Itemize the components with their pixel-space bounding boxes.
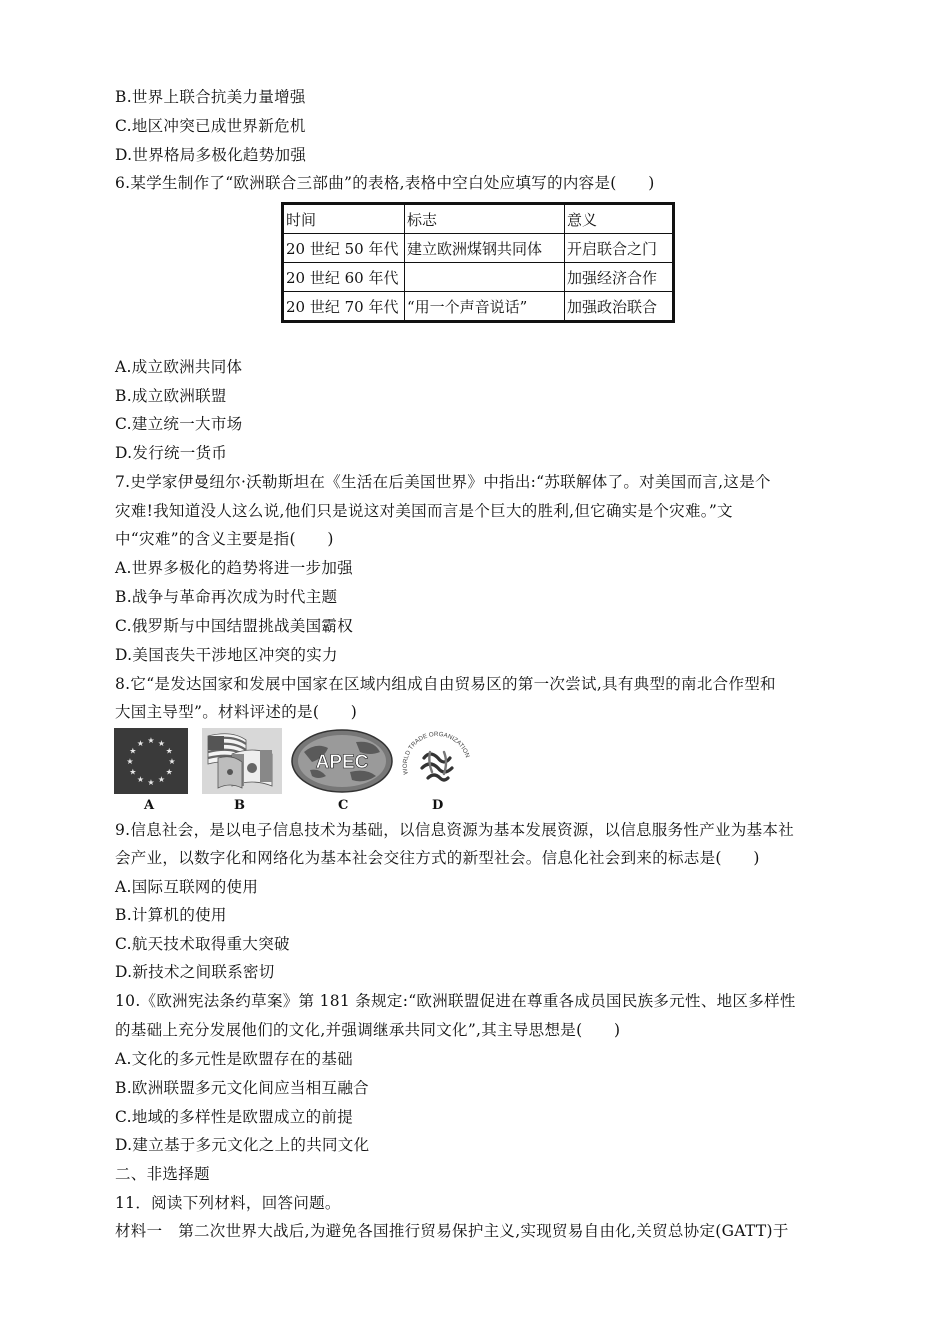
q7-stem-line1: 7.史学家伊曼纽尔·沃勒斯坦在《生活在后美国世界》中指出:“苏联解体了。对美国而言,这是个 [115, 473, 771, 491]
table-header-row [283, 204, 674, 234]
q6-option-a: A.成立欧洲共同体 [115, 358, 243, 376]
q10-option-c: C.地域的多样性是欧盟成立的前提 [115, 1108, 354, 1126]
q9-option-d: D.新技术之间联系密切 [115, 963, 275, 981]
nafta-flags-icon [202, 728, 282, 794]
logo-label-b: B [234, 798, 245, 813]
q11-stem: 11．阅读下列材料，回答问题。 [115, 1194, 341, 1212]
table-header-cell: 标志 [405, 204, 565, 234]
section-heading: 二、非选择题 [115, 1165, 210, 1183]
wto-emblem-icon [400, 728, 474, 794]
q7-option-c: C.俄罗斯与中国结盟挑战美国霸权 [115, 617, 354, 635]
q7-option-b: B.战争与革命再次成为时代主题 [115, 588, 338, 606]
table-cell: 加强政治联合 [565, 292, 674, 322]
q8-stem-line2: 大国主导型”。材料评述的是( ) [115, 703, 358, 721]
apec-text: APEC [315, 752, 369, 773]
table-cell: 建立欧洲煤钢共同体 [405, 234, 565, 263]
table-cell: 20 世纪 60 年代 [283, 263, 405, 292]
q6-stem: 6.某学生制作了“欧洲联合三部曲”的表格,表格中空白处应填写的内容是( ) [115, 174, 655, 192]
logo-label-a: A [144, 798, 155, 813]
table-row [283, 234, 674, 263]
eu-star-icon: ★ [147, 778, 155, 787]
q10-stem-line1: 10.《欧洲宪法条约草案》第 181 条规定:“欧洲联盟促进在尊重各成员国民族多元性、地区多样性 [115, 992, 796, 1010]
eu-star-icon: ★ [165, 767, 173, 777]
q8-logo-options [112, 728, 482, 812]
q8-stem-line1: 8.它“是发达国家和发展中国家在区域内组成自由贸易区的第一次尝试,具有典型的南北合作型和 [115, 675, 776, 693]
q6-option-d: D.发行统一货币 [115, 444, 228, 462]
table-blank-cell [405, 263, 565, 292]
q7-option-d: D.美国丧失干涉地区冲突的实力 [115, 646, 338, 664]
eu-star-icon: ★ [136, 775, 145, 785]
q6-option-c: C.建立统一大市场 [115, 415, 243, 433]
q9-option-b: B.计算机的使用 [115, 906, 227, 924]
europe-trilogy-table [281, 202, 675, 323]
q5-option-d: D.世界格局多极化趋势加强 [115, 146, 307, 164]
logo-label-d: D [432, 798, 444, 813]
wto-ring-text: WORLD TRADE ORGANIZATION [401, 730, 471, 775]
q7-option-a: A.世界多极化的趋势将进一步加强 [115, 559, 353, 577]
q10-option-a: A.文化的多元性是欧盟存在的基础 [115, 1050, 353, 1068]
eu-star-icon: ★ [147, 736, 155, 745]
q9-stem-line2: 会产业，以数字化和网络化为基本社会交往方式的新型社会。信息化社会到来的标志是( ) [115, 849, 760, 867]
q9-stem-line1: 9.信息社会，是以电子信息技术为基础，以信息资源为基本发展资源，以信息服务性产业为基本社 [115, 821, 794, 839]
eu-star-icon: ★ [168, 757, 176, 766]
eu-flag-icon [114, 728, 188, 794]
material-one-line: 材料一 第二次世界大战后,为避免各国推行贸易保护主义,实现贸易自由化,关贸总协定(GATT)于 [115, 1222, 789, 1240]
eu-star-icon: ★ [136, 738, 145, 748]
table-cell: 开启联合之门 [565, 234, 674, 263]
q6-option-b: B.成立欧洲联盟 [115, 387, 227, 405]
table-row [283, 292, 674, 322]
eu-star-icon: ★ [157, 738, 166, 748]
q7-stem-line2: 灾难!我知道没人这么说,他们只是说这对美国而言是个巨大的胜利,但它确实是个灾难。”文 [115, 502, 733, 520]
q7-stem-line3: 中“灾难”的含义主要是指( ) [115, 530, 334, 548]
eu-star-icon: ★ [129, 746, 137, 756]
table-cell: 20 世纪 50 年代 [283, 234, 405, 263]
q10-option-b: B.欧洲联盟多元文化间应当相互融合 [115, 1079, 369, 1097]
apec-globe-icon [290, 728, 394, 794]
q5-option-c: C.地区冲突已成世界新危机 [115, 117, 306, 135]
table-header-cell: 意义 [565, 204, 674, 234]
eu-star-icon: ★ [126, 757, 134, 766]
logo-label-c: C [338, 798, 349, 813]
q10-option-d: D.建立基于多元文化之上的共同文化 [115, 1136, 370, 1154]
q5-option-b: B.世界上联合抗美力量增强 [115, 88, 306, 106]
q10-stem-line2: 的基础上充分发展他们的文化,并强调继承共同文化”,其主导思想是( ) [115, 1021, 621, 1039]
q9-option-c: C.航天技术取得重大突破 [115, 935, 290, 953]
table-cell: 加强经济合作 [565, 263, 674, 292]
table-cell: 20 世纪 70 年代 [283, 292, 405, 322]
q9-option-a: A.国际互联网的使用 [115, 878, 259, 896]
table-row [283, 263, 674, 292]
eu-star-icon: ★ [157, 775, 166, 785]
eu-star-icon: ★ [129, 767, 137, 777]
eu-star-icon: ★ [165, 746, 173, 756]
table-cell: “用一个声音说话” [405, 292, 565, 322]
table-header-cell: 时间 [283, 204, 405, 234]
